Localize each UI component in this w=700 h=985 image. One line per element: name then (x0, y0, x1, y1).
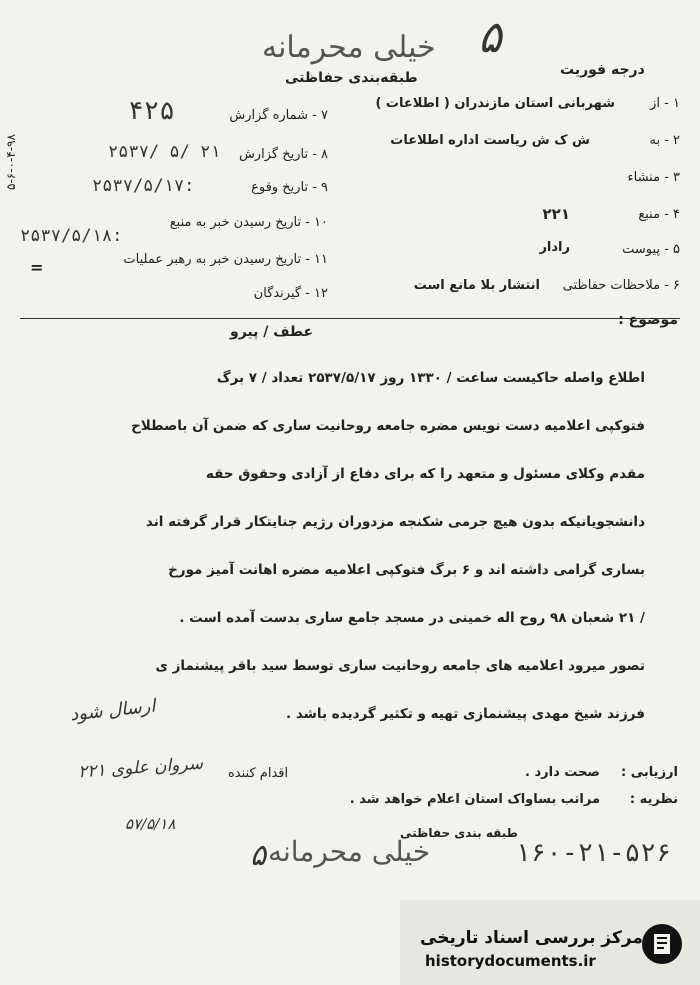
evaluation-label: ارزیابی : (621, 765, 678, 780)
field-source-value: ۲۲۱ (542, 205, 570, 223)
field-notes-label: ۶ - ملاحظات حفاظتی (562, 278, 680, 293)
field-to-value: ش ک ش ریاست اداره اطلاعات (390, 133, 590, 148)
field-event-date-label: ۹ - تاریخ وقوع (251, 180, 328, 195)
handwritten-note: ارسال شود (69, 695, 157, 726)
field-report-date-label: ۸ - تاریخ گزارش (238, 147, 328, 162)
field-attachment-value: رادار (539, 240, 570, 255)
field-origin-label: ۳ - منشاء (627, 170, 680, 185)
bottom-reference-number: ۱۶۰-۲۱-۵۲۶ (515, 838, 672, 868)
body-line: دانشجویانیکه بدون هیچ جرمی شکنجه مزدوران رژیم جنایتکار قرار گرفته اند (145, 514, 645, 530)
subject-label: موضوع : (618, 312, 678, 328)
action-label: اقدام کننده (228, 766, 289, 781)
action-signature: سروان علوی ۲۲۱ (77, 753, 204, 783)
watermark-url: historydocuments.ir (425, 952, 596, 970)
priority-label: درجه فوریت (560, 62, 645, 78)
watermark-title: مرکز بررسی اسناد تاریخی (420, 928, 643, 948)
field-source-receipt-label: ۱۰ - تاریخ رسیدن خبر به منبع (169, 215, 328, 230)
field-to-label: ۲ - به (649, 133, 680, 148)
field-ops-receipt-value: = (30, 258, 44, 277)
top-classification-stamp: خیلی محرمانه (262, 30, 436, 65)
body-line: مقدم وکلای مسئول و متعهد را که برای دفاع از آزادی وحقوق حقه (205, 466, 645, 482)
body-line: بساری گرامی داشته اند و ۶ برگ فتوکپی اعلامیه مضره اهانت آمیز مورخ (168, 562, 645, 578)
top-handwritten-mark: ۵ (478, 12, 502, 63)
field-event-date-value: ۲۵۳۷/۵/۱۷: (92, 176, 195, 196)
field-report-date-value: ۲۵۳۷/ ۵/ ۲۱ (108, 142, 221, 162)
opinion-value: مراتب بساواک استان اعلام خواهد شد . (349, 792, 600, 807)
field-notes-value: انتشار بلا مانع است (413, 278, 540, 293)
field-recipients-label: ۱۲ - گیرندگان (253, 286, 328, 301)
archive-logo-icon (640, 922, 684, 966)
field-from-value: شهربانی استان مازندران ( اطلاعات ) (375, 96, 615, 111)
bottom-handwritten-mark: ۵ (250, 838, 267, 873)
field-from-label: ۱ - از (650, 96, 680, 111)
bottom-classification-label: طبقه بندی حفاظتی (400, 826, 518, 840)
field-ops-receipt-label: ۱۱ - تاریخ رسیدن خبر به رهبر عملیات (123, 252, 328, 267)
field-source-label: ۴ - منبع (638, 207, 680, 222)
field-report-number-label: ۷ - شماره گزارش (229, 108, 328, 123)
subject-value: عطف / پیرو (230, 324, 314, 340)
body-line: / ۲۱ شعبان ۹۸ روح اله خمینی در مسجد جامع ساری بدست آمده است . (179, 610, 645, 626)
classification-label: طبقه‌بندی حفاظتی (285, 70, 418, 86)
opinion-label: نظریه : (629, 792, 678, 807)
header-divider (20, 318, 680, 319)
field-report-number-value: ۴۲۵ (128, 96, 175, 126)
body-line: فرزند شیخ مهدی پیشنمازی تهیه و تکثیر گردیده باشد . (286, 706, 645, 722)
body-line: تصور میرود اعلامیه های جامعه روحانیت ساری توسط سید باقر پیشنماز ی (155, 658, 645, 674)
field-attachment-label: ۵ - پیوست (622, 242, 680, 257)
evaluation-value: صحت دارد . (525, 765, 600, 780)
side-code: ۵-۶-۰-۴-۹۸ (4, 134, 18, 190)
body-line: فتوکپی اعلامیه دست نویس مضره جامعه روحانیت ساری که ضمن آن باصطلاح (131, 418, 645, 434)
signature-date: ۵۷/۵/۱۸ (125, 815, 176, 833)
bottom-classification-stamp: خیلی محرمانه (268, 835, 431, 868)
field-source-receipt-value: ۲۵۳۷/۵/۱۸: (20, 226, 123, 246)
body-line: اطلاع واصله حاکیست ساعت / ۱۳۳۰ روز ۲۵۳۷/۵/۱۷ تعداد / ۷ برگ (216, 370, 645, 386)
